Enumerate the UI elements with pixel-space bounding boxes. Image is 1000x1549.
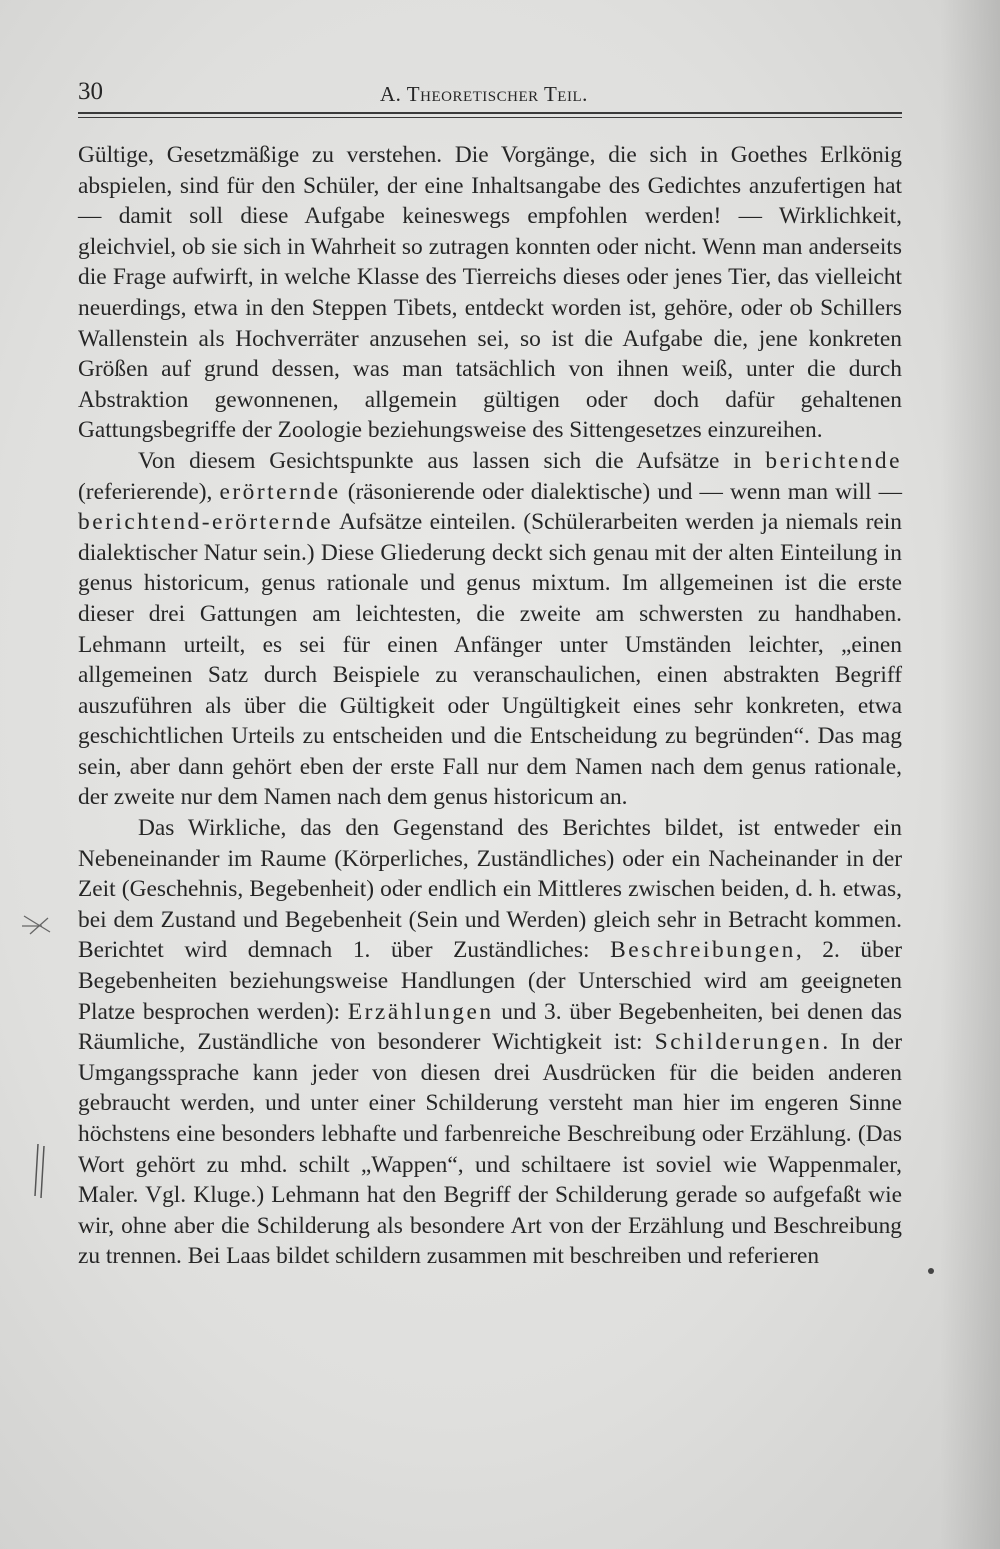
body-text — [78, 140, 902, 1272]
margin-double-bar-mark — [30, 1140, 50, 1200]
text-run: (räsonierende oder dialektische) und — wenn man will — — [340, 478, 902, 505]
paragraph — [78, 813, 902, 1272]
page-number: 30 — [78, 78, 103, 105]
text-run: Aufsätze einteilen. (Schülerarbeiten werden ja niemals rein dialektischer Natur sein.) Diese Gliederung deckt sich genau mit der alten Einteilung in genus historicum, genus rationale und genus mixtum. Im allgemeinen ist die erste dieser drei Gattungen am leichtesten, die zweite am schwersten zu handhaben. Lehmann urteilt, es sei für einen Anfänger unter Umständen leichter, „einen allgemeinen Satz durch Beispiele zu veranschaulichen, einen abstrakten Begriff auszuführen als über die Gültigkeit oder Ungültigkeit eines sehr konkreten, etwa geschichtlichen Urteils zu entscheiden und die Entscheidung zu begründen“. Das mag sein, aber dann gehört eben der erste Fall nur dem Namen nach dem genus rationale, der zweite nur dem Namen nach dem genus historicum an. — [78, 509, 902, 811]
spaced-emphasis-term: berichtende — [765, 447, 902, 474]
text-run: Von diesem Gesichtspunkte aus lassen sich die Aufsätze in — [138, 447, 766, 474]
spaced-emphasis-term: erörternde — [219, 478, 341, 505]
page-edge-shadow — [940, 0, 1000, 1549]
spaced-emphasis-term: berichtend-erörternde — [78, 509, 334, 536]
header-rule-top — [78, 112, 902, 114]
text-run: Gültige, Gesetzmäßige zu verstehen. Die Vorgänge, die sich in Goethes Erlkönig abspielen, sind für den Schüler, der eine Inhaltsangabe des Gedichtes anzufertigen hat — damit soll diese Aufgabe keineswegs empfohlen werden! — Wirklichkeit, gleichviel, ob sie sich in Wahrheit so zutragen konnten oder nicht. Wenn man anderseits die Frage aufwirft, in welche Klasse des Tierreichs dieses oder jenes Tier, das vielleicht neuerdings, etwa in den Steppen Tibets, entdeckt worden ist, gehöre, oder ob Schillers Wallenstein als Hochverräter anzusehen sei, so ist die Aufgabe die, jene konkreten Größen auf grund dessen, was man tatsächlich von ihnen weiß, unter die durch Abstraktion gewonnenen, allgemein gültigen oder doch dafür gehaltenen Gattungsbegriffe der Zoologie beziehungsweise des Sittengesetzes einzureihen. — [78, 142, 902, 444]
margin-dot-mark — [928, 1268, 934, 1274]
text-run: (referierende), — [78, 478, 220, 505]
text-run: Das Wirkliche, das den Gegenstand des Berichtes bildet, ist entweder ein Nebeneinander im Raume (Körperliches, Zuständliches) oder ein Nacheinander in der Zeit (Geschehnis, Begebenheit) oder endlich ein Mittleres zwischen beiden, d. h. etwas, bei dem Zustand und Begebenheit (Sein und Werden) gleich sehr in Betracht kommen. Berichtet wird demnach 1. über Zuständliches: — [78, 815, 902, 964]
spaced-emphasis-term: Schilderungen — [654, 1029, 823, 1056]
text-run: , 2. über Begebenheiten beziehungsweise Handlungen (der Unterschied wird am geeigneten Platze besprochen werden): — [78, 937, 902, 1025]
paragraph — [78, 446, 902, 813]
running-head: A. Theoretischer Teil. — [380, 82, 588, 106]
text-run: und 3. über Begebenheiten, bei denen das Räumliche, Zuständliche von besonderer Wichtigkeit ist: — [78, 998, 902, 1056]
page-header — [78, 78, 902, 108]
spaced-emphasis-term: Beschreibungen — [610, 937, 796, 964]
spaced-emphasis-term: Erzählungen — [347, 998, 494, 1025]
margin-x-mark — [20, 912, 56, 938]
paragraph — [78, 140, 902, 446]
text-run: . In der Umgangssprache kann jeder von diesen drei Ausdrücken für die beiden anderen gebraucht werden, und unter einer Schilderung versteht man hier im engeren Sinne höchstens eine besonders lebhafte und farbenreiche Beschreibung oder Erzählung. (Das Wort gehört zu mhd. schilt „Wappen“, und schiltaere ist soviel wie Wappenmaler, Maler. Vgl. Kluge.) Lehmann hat den Begriff der Schilderung gerade so aufgefaßt wie wir, ohne aber die Schilderung als besondere Art von der Erzählung und Beschreibung zu trennen. Bei Laas bildet schildern zusammen mit beschreiben und referieren — [78, 1029, 902, 1270]
header-rule-bottom — [78, 117, 902, 118]
